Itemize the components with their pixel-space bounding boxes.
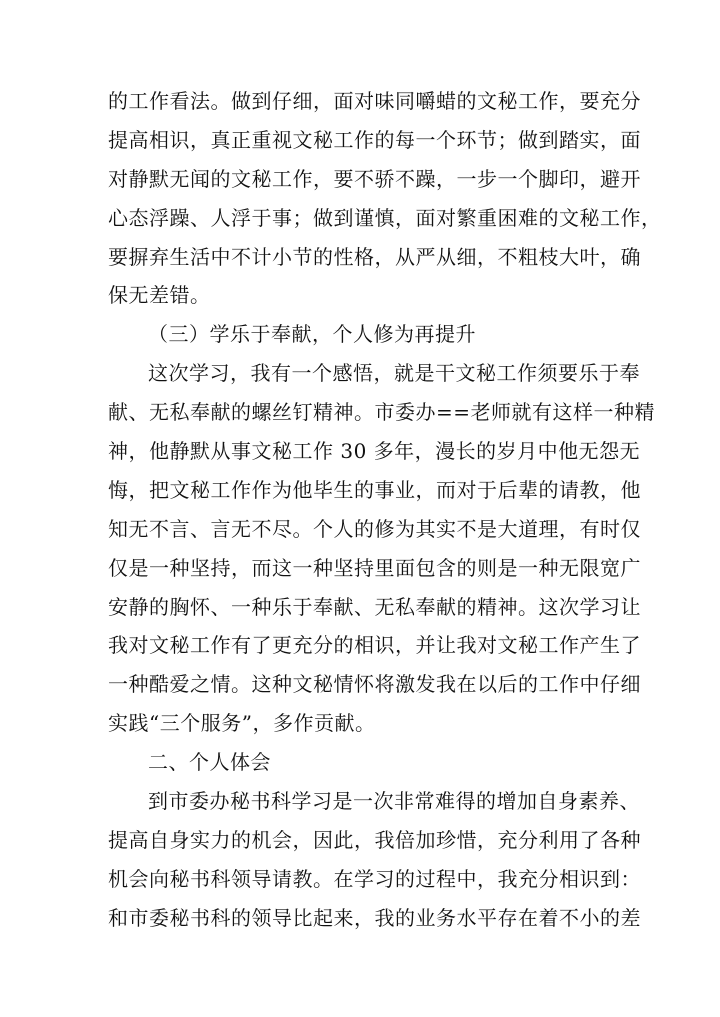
text-line: 对静默无闻的文秘工作，要不骄不躁，一步一个脚印，避开 bbox=[108, 166, 641, 191]
text-line: 提高自身实力的机会，因此，我倍加珍惜，充分利用了各种 bbox=[108, 827, 641, 852]
text-line: 一种酷爱之情。这种文秘情怀将激发我在以后的工作中仔细 bbox=[108, 672, 641, 697]
text-line: 提高相识，真正重视文秘工作的每一个环节；做到踏实，面 bbox=[108, 127, 641, 152]
paragraph-start: 到市委办秘书科学习是一次非常难得的增加自身素养、 bbox=[148, 789, 640, 814]
text-line: 知无不言、言无不尽。个人的修为其实不是大道理，有时仅 bbox=[108, 516, 641, 541]
text-line: 实践“三个服务”，多作贡献。 bbox=[108, 711, 376, 736]
text-line: 机会向秘书科领导请教。在学习的过程中，我充分相识到： bbox=[108, 866, 641, 891]
text-line: 悔，把文秘工作作为他毕生的事业，而对于后辈的请教，他 bbox=[108, 477, 641, 502]
text-line: 心态浮躁、人浮于事；做到谨慎，面对繁重困难的文秘工作， bbox=[108, 205, 662, 230]
text-line: 神，他静默从事文秘工作 30 多年，漫长的岁月中他无怨无 bbox=[108, 439, 641, 464]
text-line: 仅是一种坚持，而这一种坚持里面包含的则是一种无限宽广 bbox=[108, 555, 641, 580]
text-line: 我对文秘工作有了更充分的相识，并让我对文秘工作产生了 bbox=[108, 633, 641, 658]
text-line: 保无差错。 bbox=[108, 283, 211, 308]
section-heading: （三）学乐于奉献，个人修为再提升 bbox=[148, 322, 476, 347]
paragraph-start: 这次学习，我有一个感悟，就是干文秘工作须要乐于奉 bbox=[148, 361, 640, 386]
text-line: 和市委秘书科的领导比起来，我的业务水平存在着不小的差 bbox=[108, 905, 641, 930]
text-line: 要摒弃生活中不计小节的性格，从严从细，不粗枝大叶，确 bbox=[108, 244, 641, 269]
text-line: 献、无私奉献的螺丝钉精神。市委办==老师就有这样一种精 bbox=[108, 400, 656, 425]
text-line: 安静的胸怀、一种乐于奉献、无私奉献的精神。这次学习让 bbox=[108, 594, 641, 619]
text-line: 的工作看法。做到仔细，面对味同嚼蜡的文秘工作，要充分 bbox=[108, 89, 641, 113]
section-heading: 二、个人体会 bbox=[148, 750, 271, 775]
document-body bbox=[108, 82, 662, 938]
